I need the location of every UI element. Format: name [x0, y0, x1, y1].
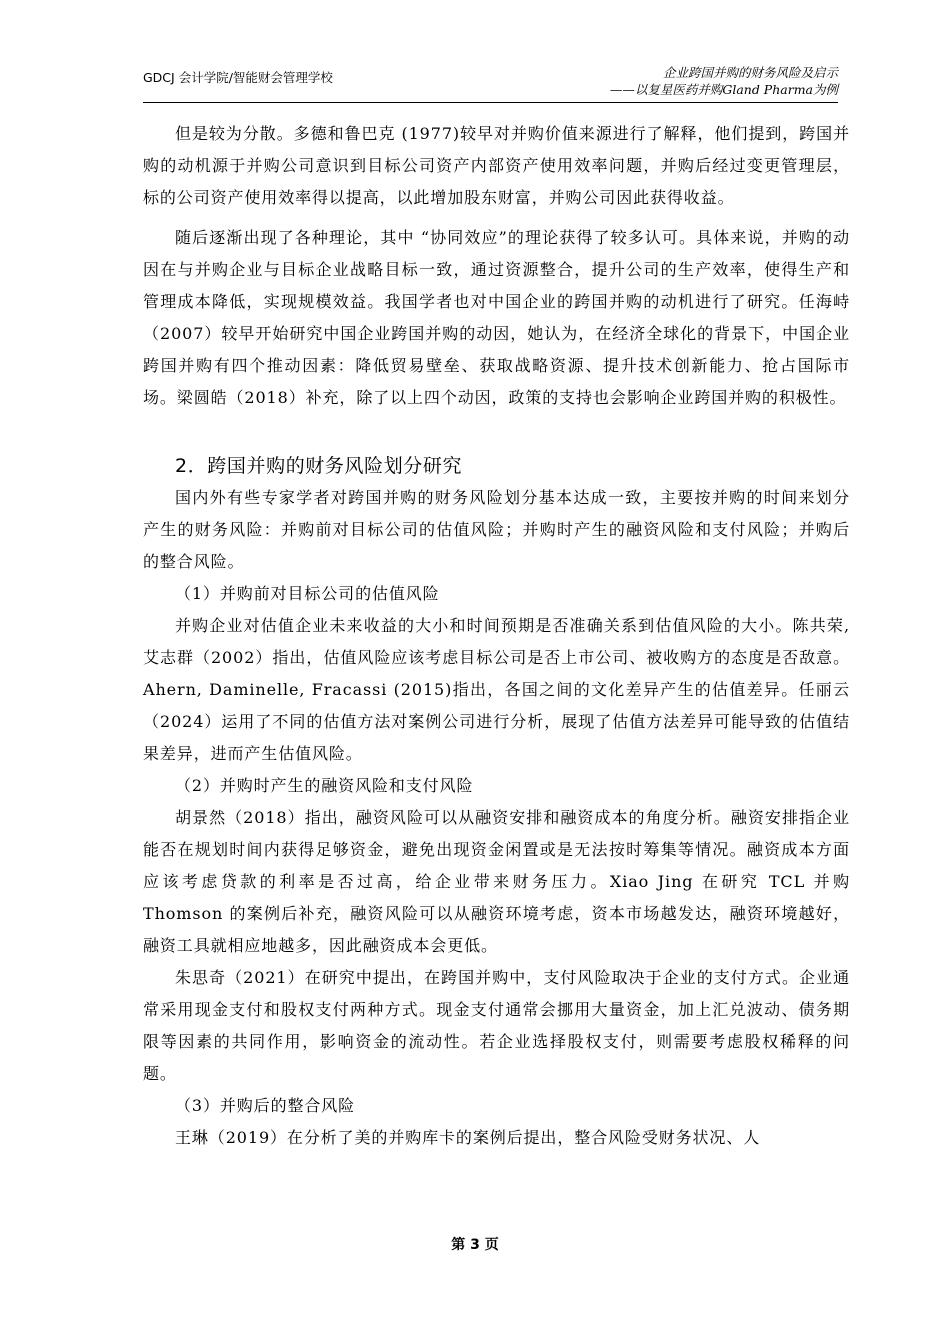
- header-title-line1: 企业跨国并购的财务风险及启示: [662, 65, 838, 80]
- paragraph-7: 王琳（2019）在分析了美的并购库卡的案例后提出，整合风险受财务状况、人: [175, 1128, 761, 1147]
- paragraph-5: 胡景然（2018）指出，融资风险可以从融资安排和融资成本的角度分析。融资安排指企业能否在规划时间内获得足够资金，避免出现资金闲置或是无法按时筹集等情况。融资成本方面应该考虑贷款的利率是否过高，给企业带来财务压力。Xiao Jing 在研究 TCL 并购 Thomson 的案例后补充，融资风险可以从融资环境考虑，资本市场越发达，融资环境越好，融资工具就相应地越多，因此融资成本会更低。: [143, 808, 850, 955]
- paragraph-2: 随后逐渐出现了各种理论，其中 “协同效应”的理论获得了较多认可。具体来说，并购的动因在与并购企业与目标企业战略目标一致，通过资源整合，提升公司的生产效率，使得生产和管理成本降低，实现规模效益。我国学者也对中国企业的跨国并购的动机进行了研究。任海峙（2007）较早开始研究中国企业跨国并购的动因，她认为，在经济全球化的背景下，中国企业跨国并购有四个推动因素：降低贸易壁垒、获取战略资源、提升技术创新能力、抢占国际市场。梁圆皓（2018）补充，除了以上四个动因，政策的支持也会影响企业跨国并购的积极性。: [143, 228, 850, 407]
- paragraph-1: 但是较为分散。多德和鲁巴克 (1977)较早对并购价值来源进行了解释，他们提到，跨国并购的动机源于并购公司意识到目标公司资产内部资产使用效率问题，并购后经过变更管理层，标的公司资产使用效率得以提高，以此增加股东财富，并购公司因此获得收益。: [143, 124, 850, 207]
- page-number: 第 3 页: [451, 1237, 499, 1253]
- header-title-line2: ——以复星医药并购Gland Pharma为例: [609, 82, 838, 97]
- paragraph-4: 并购企业对估值企业未来收益的大小和时间预期是否准确关系到估值风险的大小。陈共荣,艾志群（2002）指出，估值风险应该考虑目标公司是否上市公司、被收购方的态度是否敌意。Ahern, Daminelle, Fracassi (2015)指出，各国之间的文化差异产生的估值差异。任丽云（2024）运用了不同的估值方法对案例公司进行分析，展现了估值方法差异可能导致的估值结果差异，进而产生估值风险。: [143, 616, 850, 763]
- header-thesis-title: [610, 64, 838, 98]
- paragraph-6: 朱思奇（2021）在研究中提出，在跨国并购中，支付风险取决于企业的支付方式。企业通常采用现金支付和股权支付两种方式。现金支付通常会挪用大量资金，加上汇兑波动、债务期限等因素的共同作用，影响资金的流动性。若企业选择股权支付，则需要考虑股权稀释的问题。: [143, 968, 850, 1083]
- section-heading: 2．跨国并购的财务风险划分研究: [175, 455, 463, 477]
- header-divider: [143, 102, 838, 103]
- header-school-name: GDCJ 会计学院/智能财会管理学校: [143, 70, 333, 85]
- paragraph-3: 国内外有些专家学者对跨国并购的财务风险划分基本达成一致，主要按并购的时间来划分产生的财务风险：并购前对目标公司的估值风险；并购时产生的融资风险和支付风险；并购后的整合风险。: [143, 488, 850, 571]
- subheading-2: （2）并购时产生的融资风险和支付风险: [175, 776, 474, 795]
- subheading-3: （3）并购后的整合风险: [175, 1096, 356, 1115]
- subheading-1: （1）并购前对目标公司的估值风险: [175, 584, 440, 603]
- document-body: [143, 118, 850, 1154]
- page-header: [143, 64, 838, 104]
